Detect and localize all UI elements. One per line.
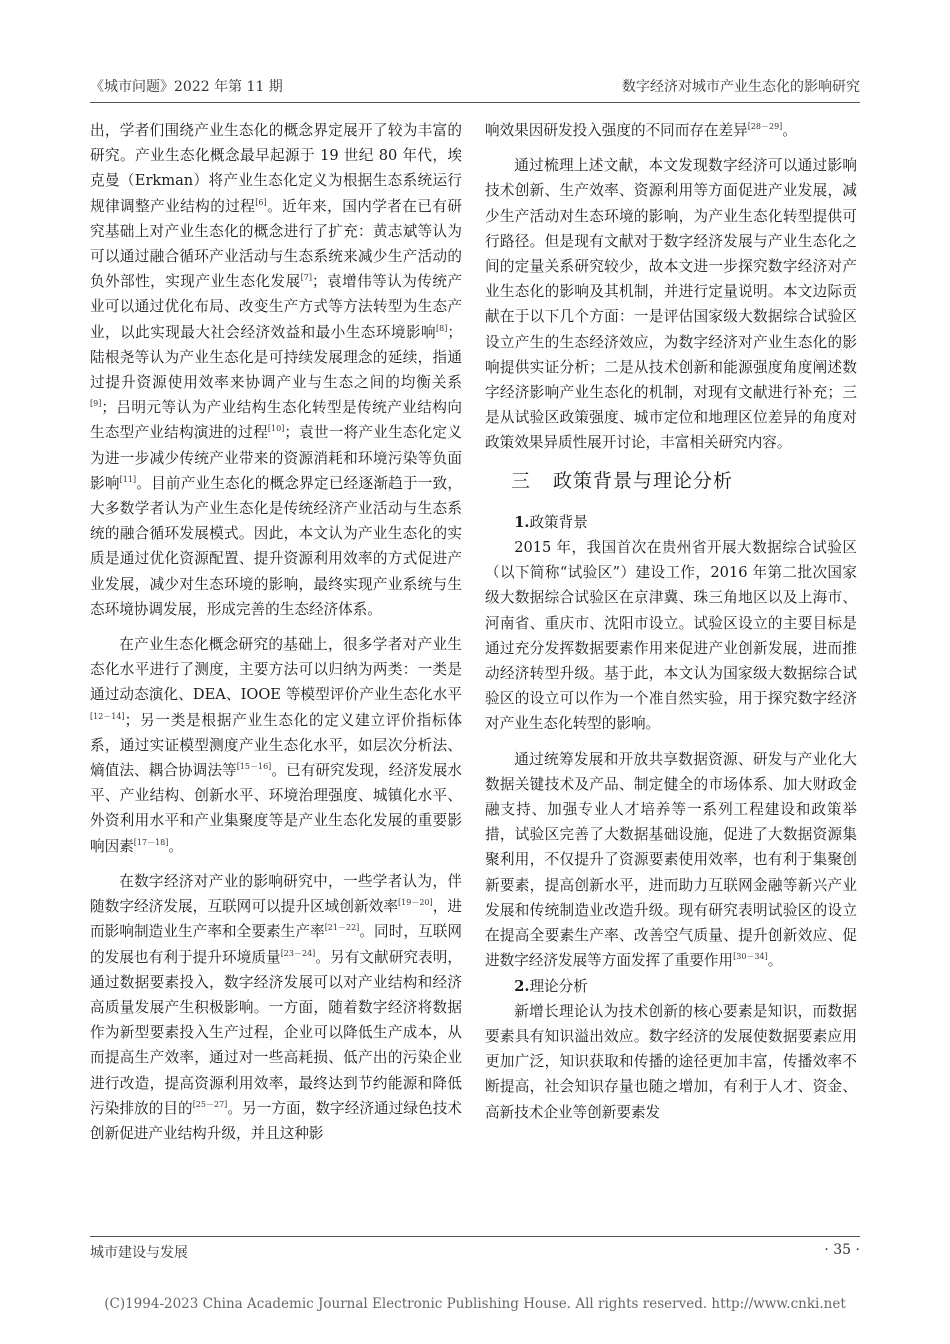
- citation: [8]: [436, 323, 448, 333]
- subsection-heading-policy: 1.政策背景: [514, 513, 588, 531]
- section-number: 三: [511, 469, 532, 492]
- citation: [19－20]: [398, 898, 433, 908]
- article-title: 数字经济对城市产业生态化的影响研究: [622, 79, 860, 95]
- citation: [17－18]: [133, 837, 169, 847]
- footer-section: 城市建设与发展: [90, 1245, 188, 1261]
- citation: [28－29]: [747, 122, 783, 131]
- journal-issue: 《城市问题》2022 年第 11 期: [90, 79, 283, 95]
- citation: [9]: [90, 399, 102, 409]
- paragraph-theory: 新增长理论认为技术创新的核心要素是知识，而数据要素具有知识溢出效应。数字经济的发展使数据要素应用更加广泛，知识获取和传播的途径更加丰富，传播效率不断提高，社会知识存量也随之增加，有利于人才、资金、高新技术企业等创新要素发: [485, 1002, 857, 1121]
- citation: [12－14]: [90, 711, 125, 721]
- left-column: [90, 118, 462, 1146]
- footer-divider: [90, 1236, 860, 1237]
- right-column: [485, 118, 857, 1125]
- citation: [30－34]: [733, 952, 768, 962]
- paragraph-policy-measures: 通过统筹发展和开放共享数据资源、研发与产业化大数据关键技术及产品、制定健全的市场体系、加大财政金融支持、加强专业人才培养等一系列工程建设和政策举措，试验区完善了大数据基础设施，促进了大数据资源集聚利用，不仅提升了资源要素使用效率，也有利于集聚创新要素，提高创新水平，进而助力互联网金融等新兴产业发展和传统制造业改造升级。现有研究表明试验区的设立在提高全要素生产率、改善空气质量、提升创新效应、促进数字经济发展等方面发挥了重要作用[30－34]。: [485, 750, 857, 970]
- citation: [10]: [267, 424, 285, 434]
- subsection-heading-theory: 2.理论分析: [514, 977, 588, 995]
- section-title: 政策背景与理论分析: [553, 469, 734, 492]
- paragraph-measurement: 在产业生态化概念研究的基础上，很多学者对产业生态化水平进行了测度，主要方法可以归纳为两类：一类是通过动态演化、DEA、IOOE 等模型评价产业生态化水平[12－14]；另一类是根据产业生态化的定义建立评价指标体系，通过实证模型测度产业生态化水平，如层次分析法、熵值法、耦合协调法等[15－16]。已有研究发现，经济发展水平、产业结构、创新水平、环境治理强度、城镇化水平、外资利用水平和产业集聚度等是产业生态化发展的重要影响因素[17－18]。: [90, 636, 462, 855]
- paragraph-continued: 响效果因研发投入强度的不同而存在差异[28－29]。: [485, 122, 797, 139]
- page-number: · 35 ·: [824, 1242, 860, 1258]
- copyright-line: (C)1994-2023 China Academic Journal Electronic Publishing House. All rights reserved. http://www.cnki.net: [104, 1296, 846, 1312]
- citation: [11]: [119, 474, 137, 484]
- citation: [25－27]: [192, 1099, 228, 1109]
- section-heading: [485, 469, 857, 494]
- citation: [6]: [255, 197, 267, 207]
- header-divider: [90, 102, 860, 103]
- citation: [23－24]: [280, 948, 316, 958]
- running-header: [90, 76, 860, 102]
- paragraph-digital-economy: 在数字经济对产业的影响研究中，一些学者认为，伴随数字经济发展，互联网可以提升区域创新效率[19－20]，进而影响制造业生产率和全要素生产率[21－22]。同时，互联网的发展也有利于提升环境质量[23－24]。另有文献研究表明，通过数据要素投入，数字经济发展可以对产业结构和经济高质量发展产生积极影响。一方面，随着数字经济将数据作为新型要素投入生产过程，企业可以降低生产成本，从而提高生产效率，通过对一些高耗损、低产出的污染企业进行改造，提高资源利用效率，最终达到节约能源和降低污染排放的目的[25－27]。另一方面，数字经济通过绿色技术创新促进产业结构升级，并且这种影: [90, 872, 462, 1142]
- paragraph-literature-summary: 通过梳理上述文献，本文发现数字经济可以通过影响技术创新、生产效率、资源利用等方面促进产业发展，减少生产活动对生态环境的影响，为产业生态化转型提供可行路径。但是现有文献对于数字经济发展与产业生态化之间的定量关系研究较少，故本文进一步探究数字经济对产业生态化的影响及其机制，并进行定量说明。本文边际贡献在于以下几个方面：一是评估国家级大数据综合试验区设立产生的生态经济效应，为数字经济对产业生态化的影响提供实证分析；二是从技术创新和能源强度角度阐述数字经济影响产业生态化的机制，对现有文献进行补充；三是从试验区政策强度、城市定位和地理区位差异的角度对政策效果异质性展开讨论，丰富相关研究内容。: [485, 157, 857, 452]
- citation: [15－16]: [236, 762, 272, 772]
- citation: [7]: [300, 273, 312, 283]
- citation: [21－22]: [324, 923, 360, 933]
- paragraph-concept: 出，学者们围绕产业生态化的概念界定展开了较为丰富的研究。产业生态化概念最早起源于 19 世纪 80 年代，埃克曼（Erkman）将产业生态化定义为根据生态系统运行规律调整产业结构的过程[6]。近年来，国内学者在已有研究基础上对产业生态化的概念进行了扩充：黄志斌等认为可以通过融合循环产业活动与生态系统来减少生产活动的负外部性，实现产业生态化发展[7]；袁增伟等认为传统产业可以通过优化布局、改变生产方式等方法转型为生态产业，以此实现最大社会经济效益和最小生态环境影响[8]；陆根尧等认为产业生态化是可持续发展理念的延续，指通过提升资源使用效率来协调产业与生态之间的均衡关系[9]；吕明元等认为产业结构生态化转型是传统产业结构向生态型产业结构演进的过程[10]；袁世一将产业生态化定义为进一步减少传统产业带来的资源消耗和环境污染等负面影响[11]。目前产业生态化的概念界定已经逐渐趋于一致，大多数学者认为产业生态化是传统经济产业活动与生态系统的融合循环发展模式。因此，本文认为产业生态化的实质是通过优化资源配置、提升资源利用效率的方式促进产业发展，减少对生态环境的影响，最终实现产业系统与生态环境协调发展，形成完善的生态经济体系。: [90, 122, 462, 618]
- paragraph-policy-background: 2015 年，我国首次在贵州省开展大数据综合试验区（以下简称“试验区”）建设工作，2016 年第二批次国家级大数据综合试验区在京津冀、珠三角地区以及上海市、河南省、重庆市、沈阳市设立。试验区设立的主要目标是通过充分发挥数据要素作用来促进产业创新发展，进而推动经济转型升级。基于此，本文认为国家级大数据综合试验区的设立可以作为一个准自然实验，用于探究数字经济对产业生态化转型的影响。: [485, 539, 857, 733]
